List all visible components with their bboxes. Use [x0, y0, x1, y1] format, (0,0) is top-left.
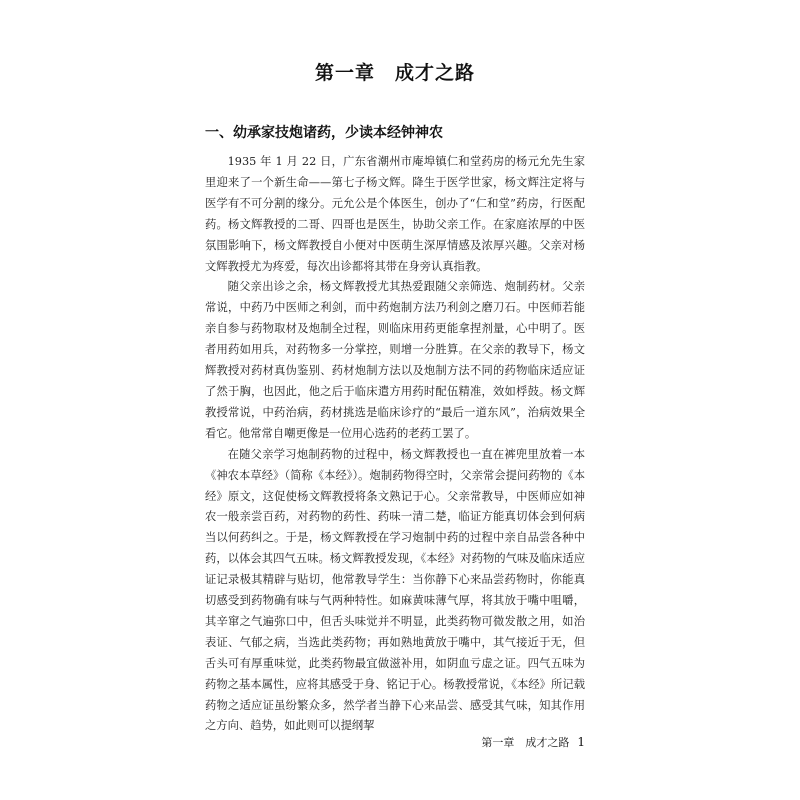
page-number: 1	[577, 735, 585, 749]
paragraph-1: 1935 年 1 月 22 日，广东省潮州市庵埠镇仁和堂药房的杨元允先生家里迎来了一个新生命——第七子杨文辉。降生于医学世家，杨文辉注定将与医学有不可分割的缘分。元允公是个体医生，创办了“仁和堂”药房，行医配药。杨文辉教授的二哥、四哥也是医生，协助父亲工作。在家庭浓厚的中医氛围影响下，杨文辉教授自小便对中医萌生深厚情感及浓厚兴趣。父亲对杨文辉教授尤为疼爱，每次出诊都将其带在身旁认真指教。	[205, 155, 585, 273]
paragraph-2: 随父亲出诊之余，杨文辉教授尤其热爱跟随父亲筛选、炮制药材。父亲常说，中药乃中医师之利剑，而中药炮制方法乃利剑之磨刀石。中医师若能亲自参与药物取材及炮制全过程，则临床用药更能拿捏剂量，心中明了。医者用药如用兵，对药物多一分掌控，则增一分胜算。在父亲的教导下，杨文辉教授对药材真伪鉴别、药材炮制方法以及炮制方法不同的药物临床适应证了然于胸，也因此，他之后于临床遣方用药时配伍精准，效如桴鼓。杨文辉教授常说，中药治病，药材挑选是临床诊疗的“最后一道东风”，治病效果全看它。他常常自嘲更像是一位用心选药的老药工罢了。	[205, 280, 585, 440]
chapter-title: 第一章 成才之路	[314, 62, 475, 84]
body-text	[205, 152, 585, 737]
paragraph-3: 在随父亲学习炮制药物的过程中，杨文辉教授也一直在裤兜里放着一本《神农本草经》（简称《本经》）。炮制药物得空时，父亲常会提问药物的《本经》原文，这促使杨文辉教授将条文熟记于心。父亲常教导，中医师应如神农一般亲尝百药，对药物的药性、药味一清二楚，临证方能真切体会到何病当以何药纠之。于是，杨文辉教授在学习炮制中药的过程中亲自品尝各种中药，以体会其四气五味。杨文辉教授发现，《本经》对药物的气味及临床适应证记录极其精辟与贴切，他常教导学生：当你静下心来品尝药物时，你能真切感受到药物确有味与气两种特性。如麻黄味薄气厚，将其放于嘴中咀嚼，其辛窜之气遍弥口中，但舌头味觉并不明显，此类药物可微发散之用，如治表证、气郁之病，当选此类药物；再如熟地黄放于嘴中，其气接近于无，但舌头可有厚重味觉，此类药物最宜做滋补用，如阴血亏虚之证。四气五味为药物之基本属性，应将其感受于身、铭记于心。杨教授常说，《本经》所记载药物之适应证虽纷繁众多，然学者当静下心来品尝、感受其气味，知其作用之方向、趋势，如此则可以提纲挈	[205, 447, 585, 733]
page-footer	[205, 734, 585, 750]
running-head: 第一章 成才之路	[481, 736, 570, 749]
section-heading: 一、幼承家技炮诸药，少读本经钟神农	[205, 125, 443, 141]
book-page	[205, 0, 585, 800]
